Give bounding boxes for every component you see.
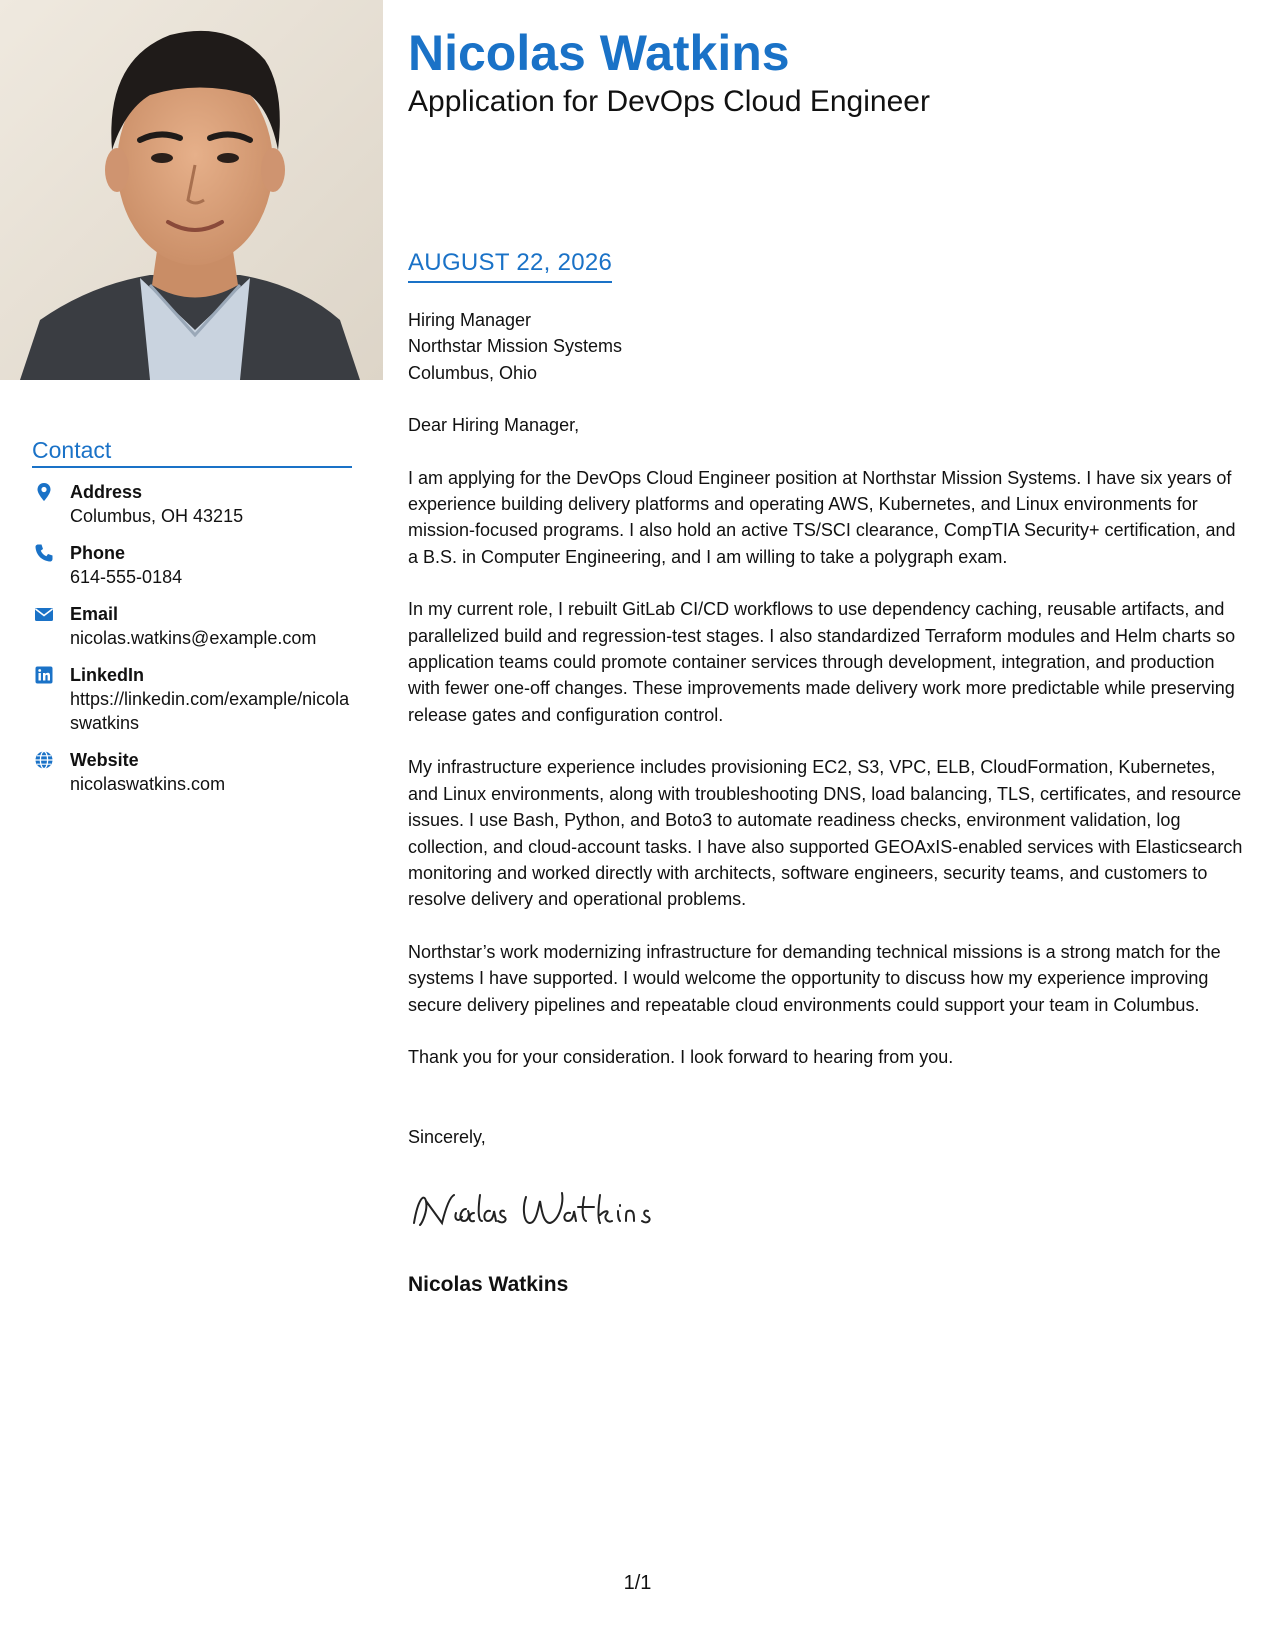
letter-body [408, 307, 1248, 1299]
body-paragraph: Thank you for your consideration. I look forward to hearing from you. [408, 1046, 954, 1067]
recipient-line: Northstar Mission Systems [408, 336, 623, 357]
letter-header [408, 22, 1248, 120]
body-paragraph: In my current role, I rebuilt GitLab CI/CD workflows to use dependency caching, reusable artifacts, and parallelized build and regression-test stages. I also standardized Terraform modules and Helm charts so application teams could promote container services through development, integration, and production with fewer one-off changes. These improvements made delivery work more predictable while preserving release gates and configuration control. [408, 599, 1236, 725]
website-value[interactable]: nicolaswatkins.com [70, 774, 226, 794]
address-value: Columbus, OH 43215 [70, 506, 244, 526]
contact-item-linkedin [32, 663, 352, 735]
email-label: Email [70, 604, 119, 624]
globe-icon [34, 750, 54, 770]
signer-name: Nicolas Watkins [408, 1273, 569, 1297]
website-label: Website [70, 750, 139, 770]
phone-value: 614-555-0184 [70, 567, 183, 587]
page-number: 1/1 [623, 1572, 652, 1594]
contact-section [32, 437, 352, 809]
body-paragraph: My infrastructure experience includes provisioning EC2, S3, VPC, ELB, CloudFormation, Kubernetes, and Linux environments, along with troubleshooting DNS, load balancing, TLS, certificates, and resource issues. I use Bash, Python, and Boto3 to automate readiness checks, environment validation, log collection, and cloud-account tasks. I have also supported GEOAxIS-enabled services with Elasticsearch monitoring and worked directly with architects, software engineers, security teams, and customers to resolve delivery and operational problems. [408, 757, 1243, 910]
contact-item-address [32, 480, 352, 528]
contact-heading: Contact [32, 437, 352, 468]
handwritten-signature [408, 1179, 688, 1239]
closing: Sincerely, [408, 1127, 486, 1148]
contact-item-phone [32, 541, 352, 589]
envelope-icon [34, 604, 54, 624]
map-pin-icon [34, 482, 54, 502]
email-value[interactable]: nicolas.watkins@example.com [70, 628, 317, 648]
linkedin-label: LinkedIn [70, 665, 145, 685]
linkedin-icon [34, 665, 54, 685]
applicant-name: Nicolas Watkins [408, 25, 790, 81]
greeting: Dear Hiring Manager, [408, 415, 580, 436]
recipient-block [408, 307, 1248, 386]
application-subtitle: Application for DevOps Cloud Engineer [408, 85, 930, 118]
contact-list [32, 480, 352, 796]
profile-photo [0, 0, 383, 380]
contact-item-email [32, 602, 352, 650]
recipient-line: Hiring Manager [408, 310, 532, 330]
linkedin-value[interactable]: https://linkedin.com/example/nicolaswatkins [70, 689, 350, 733]
contact-item-website [32, 748, 352, 796]
phone-label: Phone [70, 543, 126, 563]
letter-date: AUGUST 22, 2026 [408, 249, 612, 283]
address-label: Address [70, 482, 143, 502]
recipient-line: Columbus, Ohio [408, 362, 538, 383]
phone-icon [34, 543, 54, 563]
body-paragraph: Northstar’s work modernizing infrastructure for demanding technical missions is a strong match for the systems I have supported. I would welcome the opportunity to discuss how my experience improving secure delivery pipelines and repeatable cloud environments could support your team in Columbus. [408, 941, 1221, 1015]
body-paragraph: I am applying for the DevOps Cloud Engineer position at Northstar Mission Systems. I have six years of experience building delivery platforms and operating AWS, Kubernetes, and Linux environments for mission-focused programs. I also hold an active TS/SCI clearance, CompTIA Security+ certification, and a B.S. in Computer Engineering, and I am willing to take a polygraph exam. [408, 467, 1236, 567]
